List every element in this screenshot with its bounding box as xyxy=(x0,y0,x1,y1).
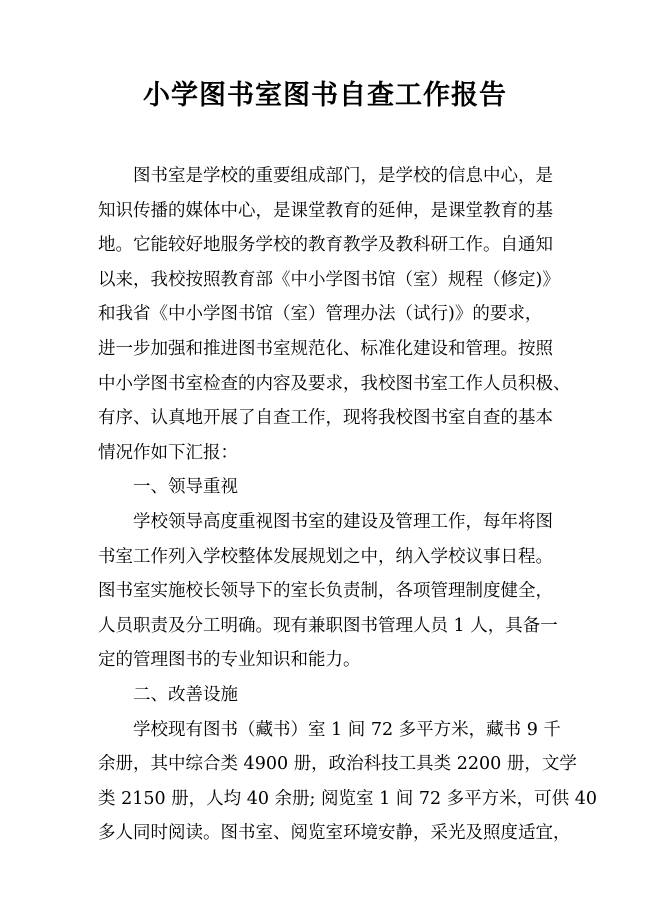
paragraph-line: 情况作如下汇报： xyxy=(98,442,238,463)
paragraph-line: 书室工作列入学校整体发展规划之中，纳入学校议事日程。 xyxy=(98,546,553,567)
paragraph-line: 学校现有图书（藏书）室 1 间 72 多平方米，藏书 9 千 xyxy=(133,719,561,740)
paragraph-line: 有序、认真地开展了自查工作，现将我校图书室自查的基本 xyxy=(98,408,553,429)
paragraph-line: 图书室是学校的重要组成部门，是学校的信息中心，是 xyxy=(133,166,553,186)
paragraph-line: 和我省《中小学图书馆（室）管理办法（试行)》的要求， xyxy=(98,304,543,325)
section-heading-facilities: 二、改善设施 xyxy=(133,684,238,705)
intro-paragraph xyxy=(98,159,571,470)
leadership-paragraph xyxy=(98,505,558,678)
paragraph-line: 图书室实施校长领导下的室长负责制，各项管理制度健全， xyxy=(98,581,553,602)
paragraph-line: 多人同时阅读。图书室、阅览室环境安静，采光及照度适宜， xyxy=(98,823,571,844)
paragraph-line: 知识传播的媒体中心，是课堂教育的延伸，是课堂教育的基 xyxy=(98,200,553,221)
section-heading-leadership: 一、领导重视 xyxy=(133,477,238,498)
facilities-paragraph xyxy=(98,713,597,851)
paragraph-line: 进一步加强和推进图书室规范化、标准化建设和管理。按照 xyxy=(98,338,553,359)
paragraph-line: 地。它能较好地服务学校的教育教学及教科研工作。自通知 xyxy=(98,235,553,256)
paragraph-line: 人员职责及分工明确。现有兼职图书管理人员 1 人，具备一 xyxy=(98,615,558,636)
paragraph-line: 以来，我校按照教育部《中小学图书馆（室）规程（修定)》 xyxy=(98,269,560,290)
document-body xyxy=(98,159,597,851)
paragraph-line: 余册，其中综合类 4900 册，政治科技工具类 2200 册，文学 xyxy=(98,754,577,775)
document-title: 小学图书室图书自查工作报告 xyxy=(143,80,507,111)
paragraph-line: 学校领导高度重视图书室的建设及管理工作，每年将图 xyxy=(133,511,553,532)
paragraph-line: 类 2150 册，人均 40 余册; 阅览室 1 间 72 多平方米，可供 40 xyxy=(98,788,597,809)
paragraph-line: 中小学图书室检查的内容及要求，我校图书室工作人员积极、 xyxy=(98,373,571,394)
paragraph-line: 定的管理图书的专业知识和能力。 xyxy=(98,650,361,671)
